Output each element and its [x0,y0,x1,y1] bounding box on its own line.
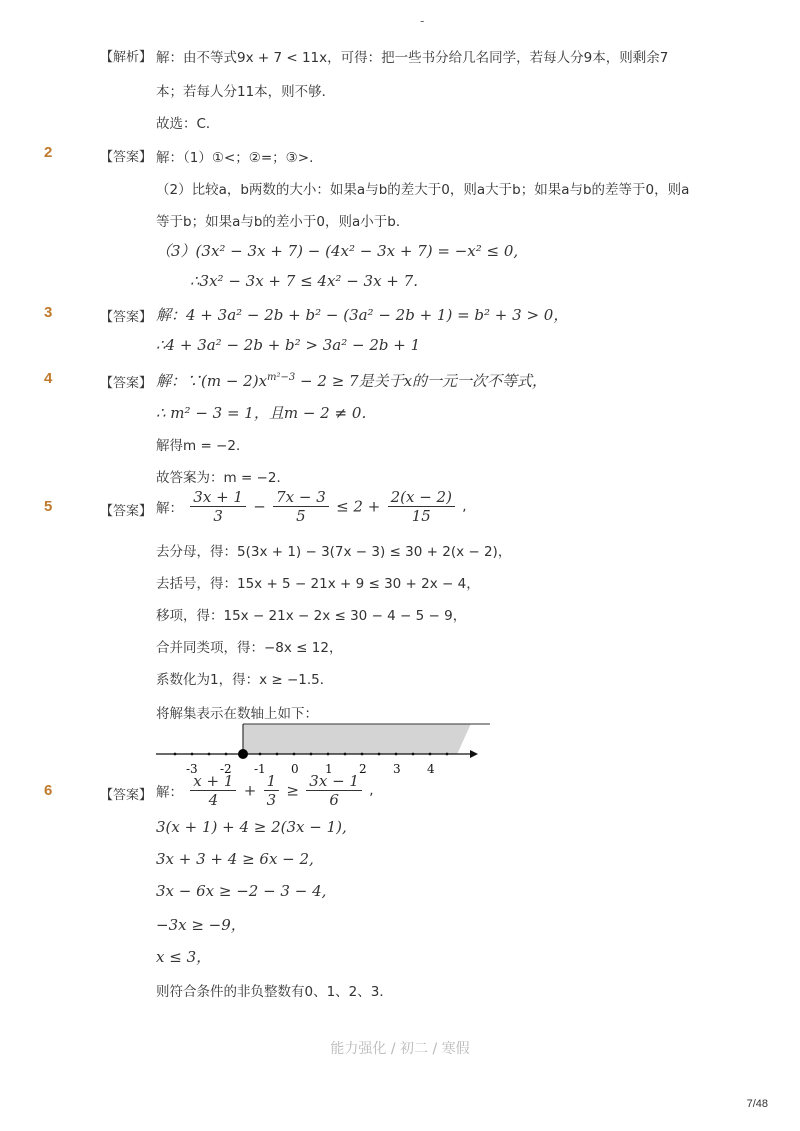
tick-label: 3 [393,762,401,776]
plus-sign: + [243,781,257,800]
answer-tag-2: 【答案】 [100,150,153,165]
question-number-5: 5 [44,498,53,515]
answer-tag-3: 【答案】 [100,310,153,325]
section5-line2: 去分母，得：5(3x + 1) − 3(7x − 3) ≤ 30 + 2(x − 2)， [156,544,512,560]
answer-tag-5: 【答案】 [100,504,153,519]
section2-line5: ∴3x² − 3x + 7 ≤ 4x² − 3x + 7. [190,272,418,290]
axis-tick [259,753,262,756]
inequality-part: ≤ 2 + [336,497,381,516]
fraction-3x-plus-1-over-3 [190,488,246,525]
denominator: 3 [213,507,223,525]
solution-endpoint [238,749,248,759]
numerator: 3x + 1 [190,488,246,507]
axis-tick [310,753,313,756]
axis-tick [174,753,177,756]
section3-line2: ∴4 + 3a² − 2b + b² > 3a² − 2b + 1 [156,336,421,354]
section2-line1: 解：（1）①<；②=；③>. [156,150,314,166]
section6-prefix: 解： [156,784,183,801]
minus-sign: − [253,497,266,516]
solution-shading [243,724,471,754]
section5-prefix: 解： [156,500,183,517]
numerator: 7x − 3 [273,488,329,507]
geq-sign: ≥ [286,781,299,800]
axis-tick [327,753,330,756]
section1-line3: 故选：C． [156,116,220,132]
fraction-7x-minus-3-over-5 [273,488,329,525]
section4-line1-a: 解：∵(m − 2)x [156,372,268,390]
tick-label: 1 [325,762,333,776]
denominator: 3 [266,791,277,809]
section5-line6: 系数化为1，得：x ≥ −1.5． [156,672,334,688]
section4-line4: 故答案为：m = −2． [156,470,290,486]
fraction-2x-minus-2-over-15 [388,488,455,525]
section4-line3: 解得m = −2． [156,438,250,454]
section4-line2: ∴ m² − 3 = 1，且m − 2 ≠ 0． [156,404,377,422]
section2-line2: （2）比较a，b两数的大小：如果a与b的差大于0，则a大于b；如果a与b的差等于0，则a [156,182,690,198]
section5-line7: 将解集表示在数轴上如下： [156,706,318,722]
question-number-4: 4 [44,370,53,387]
axis-tick [412,753,415,756]
axis-tick [446,753,449,756]
section6-line1 [156,772,374,809]
tick-label: -2 [220,762,232,776]
axis-tick [361,753,364,756]
section6-line7: 则符合条件的非负整数有0、1、2、3． [156,984,393,1000]
question-number-2: 2 [44,144,53,161]
numerator: x + 1 [190,772,236,791]
denominator: 4 [208,791,219,809]
numerator: 2(x − 2) [388,488,455,507]
axis-arrow [470,750,478,758]
section6-line3: 3x + 3 + 4 ≥ 6x − 2, [156,850,314,868]
tick-label: 4 [427,762,435,776]
section4-line1 [156,370,547,391]
number-line-group [156,724,490,776]
axis-tick [395,753,398,756]
analysis-tag: 【解析】 [100,50,153,65]
axis-tick [378,753,381,756]
section2-line3: 等于b；如果a与b的差小于0，则a小于b． [156,214,410,230]
numerator: 1 [264,772,280,791]
denominator: 6 [329,791,339,809]
denominator: 5 [296,507,306,525]
numerator: 3x − 1 [306,772,362,791]
comma: , [462,498,467,515]
tick-label: -3 [186,762,198,776]
section1-line1: 解：由不等式9x + 7 < 11x，可得：把一些书分给几名同学，若每人分9本，则剩余7 [156,50,669,66]
answer-tag-6: 【答案】 [100,788,153,803]
axis-tick [208,753,211,756]
section4-line1-b: − 2 ≥ 7是关于x的一元一次不等式， [295,372,548,390]
comma: , [369,782,374,799]
section5-line4: 移项，得：15x − 21x − 2x ≤ 30 − 4 − 5 − 9， [156,608,467,624]
denominator: 15 [411,507,431,525]
axis-tick [344,753,347,756]
axis-tick [225,753,228,756]
number-line-figure [150,718,500,780]
section6-line2: 3(x + 1) + 4 ≥ 2(3x − 1), [156,818,347,836]
section6-line4: 3x − 6x ≥ −2 − 3 − 4, [156,882,327,900]
section4-exponent: m²−3 [267,372,296,383]
section3-line1: 解：4 + 3a² − 2b + b² − (3a² − 2b + 1) = b² + 3 > 0， [156,306,569,324]
axis-tick [191,753,194,756]
tick-label: -1 [254,762,266,776]
fraction-x-plus-1-over-4 [190,772,236,809]
tick-label: 2 [359,762,367,776]
header-mark: - [420,14,425,28]
section6-line5: −3x ≥ −9， [156,916,246,934]
fraction-1-over-3 [264,772,280,809]
section1-line2: 本；若每人分11本，则不够． [156,84,336,100]
section5-line5: 合并同类项，得：−8x ≤ 12， [156,640,343,656]
section6-line6: x ≤ 3， [156,948,212,966]
axis-tick [276,753,279,756]
tick-label: 0 [291,762,299,776]
fraction-3x-minus-1-over-6 [306,772,362,809]
question-number-3: 3 [44,304,53,321]
footer-course-info: 能力强化 / 初二 / 寒假 [330,1041,470,1057]
question-number-6: 6 [44,782,53,799]
answer-tag-4: 【答案】 [100,376,153,391]
page-number: 7/48 [746,1098,768,1110]
section5-line1 [156,488,467,525]
axis-tick [293,753,296,756]
section2-line4: （3）(3x² − 3x + 7) − (4x² − 3x + 7) = −x² ≤ 0, [156,242,519,260]
axis-tick [429,753,432,756]
section5-line3: 去括号，得：15x + 5 − 21x + 9 ≤ 30 + 2x − 4， [156,576,480,592]
